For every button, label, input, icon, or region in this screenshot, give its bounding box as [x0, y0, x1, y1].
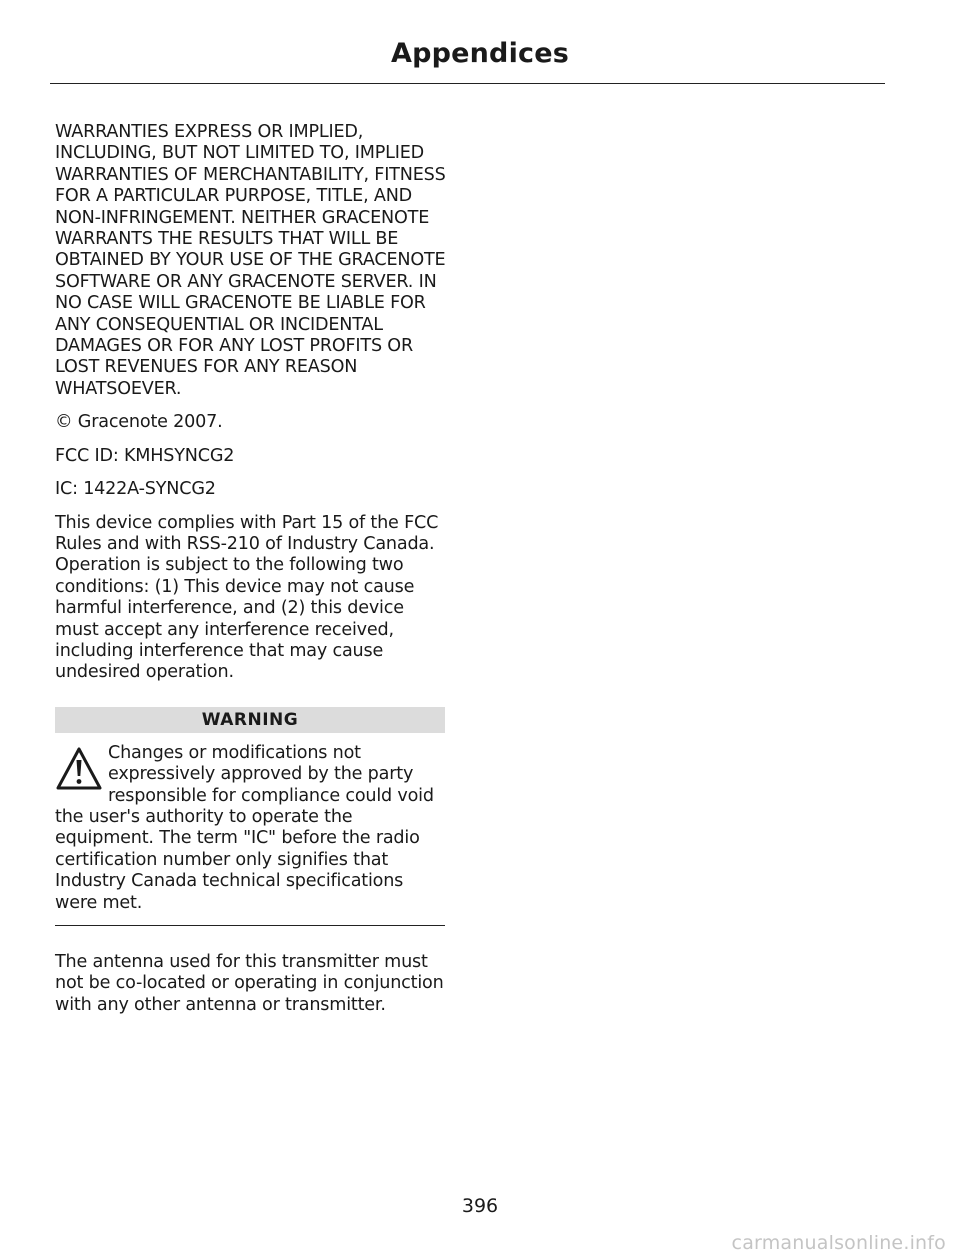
- compliance-paragraph: This device complies with Part 15 of the FCC Rules and with RSS-210 of Industry Canada. Operation is subject to the following two conditions: (1) This device may not cause harmful interference, and (2) this device must accept any interference received, including interference that may cause undesired operation.: [55, 512, 439, 683]
- warning-body: [55, 743, 450, 914]
- warning-divider: [55, 925, 445, 926]
- section-title: Appendices: [390, 38, 570, 69]
- warning-text: Changes or modifications not expressively approved by the party responsible for compliance could void the user's authority to operate the equipment. The term "IC" before the radio certification number only signifies that Industry Canada technical specifications were met.: [55, 742, 434, 913]
- copyright-line: © Gracenote 2007.: [55, 412, 223, 433]
- header-divider: [50, 83, 885, 84]
- antenna-paragraph: The antenna used for this transmitter must not be co-located or operating in conjunction with any other antenna or transmitter.: [55, 952, 444, 1015]
- page-number: 396: [461, 1195, 499, 1217]
- warning-heading: WARNING: [55, 707, 445, 733]
- disclaimer-paragraph: WARRANTIES EXPRESS OR IMPLIED, INCLUDING, BUT NOT LIMITED TO, IMPLIED WARRANTIES OF MERCHANTABILITY, FITNESS FOR A PARTICULAR PURPOSE, TITLE, AND NON-INFRINGEMENT. NEITHER GRACENOTE WARRANTS THE RESULTS THAT WILL BE OBTAINED BY YOUR USE OF THE GRACENOTE SOFTWARE OR ANY GRACENOTE SERVER. IN NO CASE WILL GRACENOTE BE LIABLE FOR ANY CONSEQUENTIAL OR INCIDENTAL DAMAGES OR FOR ANY LOST PROFITS OR LOST REVENUES FOR ANY REASON WHATSOEVER.: [55, 122, 446, 399]
- ic-line: IC: 1422A-SYNCG2: [55, 479, 216, 500]
- watermark: carmanualsonline.info: [731, 1232, 946, 1254]
- warning-triangle-icon: [55, 745, 103, 793]
- fcc-id-line: FCC ID: KMHSYNCG2: [55, 445, 235, 466]
- warning-box: [55, 707, 450, 926]
- content-column: [55, 122, 450, 1028]
